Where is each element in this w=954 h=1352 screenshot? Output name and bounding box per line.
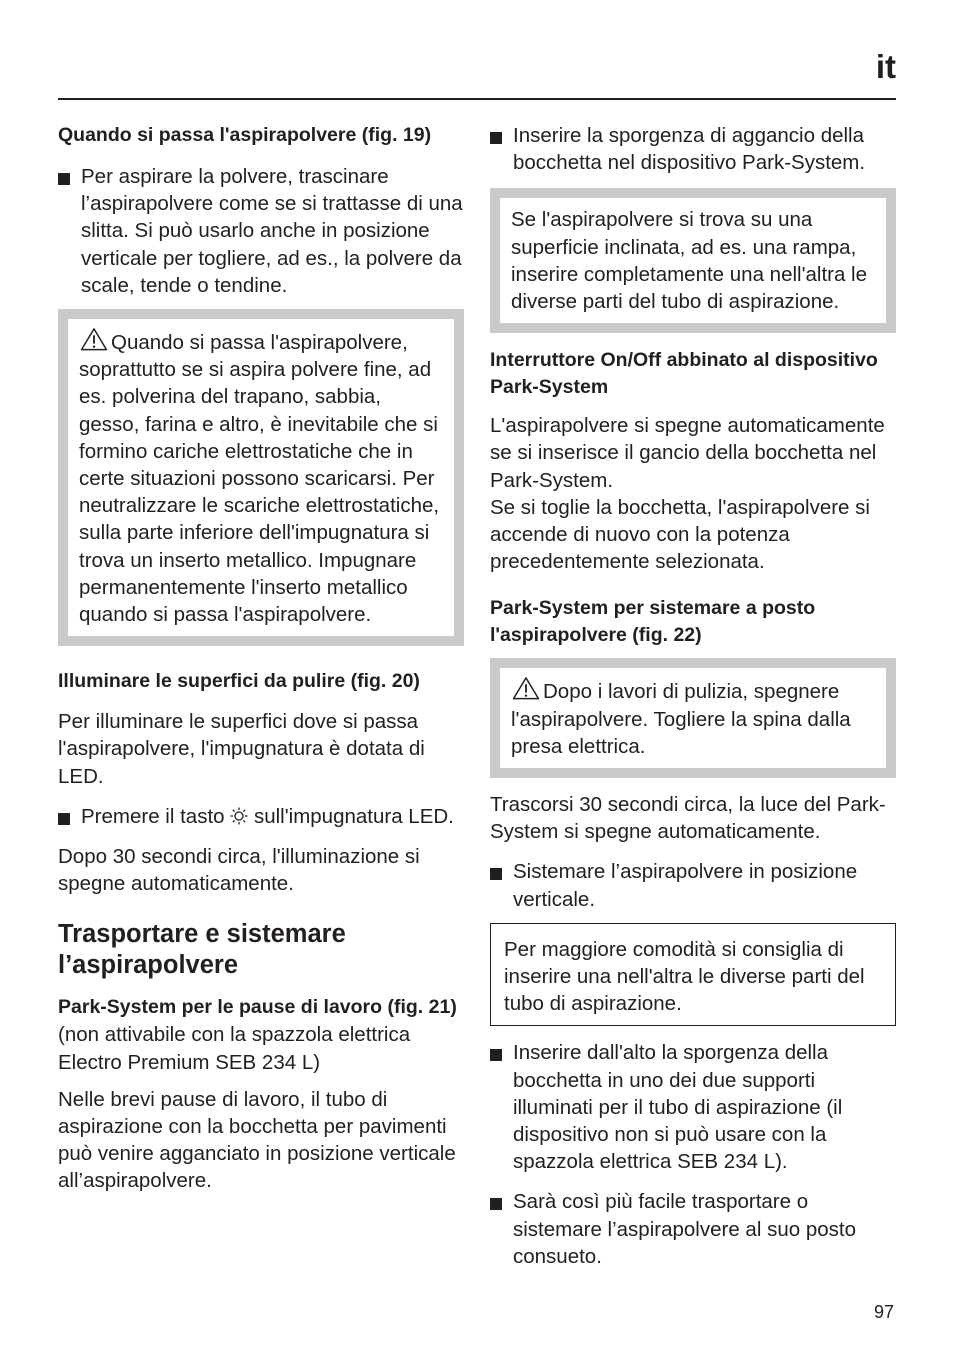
- paragraph: L'aspirapolvere si spegne automaticamente se si inserisce il gancio della bocchetta nel Park-System.: [490, 414, 885, 492]
- light-sun-icon: [230, 807, 248, 825]
- warning-triangle-icon: [79, 327, 109, 351]
- paragraph: Dopo 30 secondi circa, l'illuminazione si spegne automaticamente.: [58, 845, 420, 896]
- section-heading-illuminate: Illuminare le superfici da pulire (fig. 20): [58, 670, 420, 693]
- warning-text: Dopo i lavori di pulizia, spegnere l'aspirapolvere. Togliere la spina dalla presa elettrica.: [511, 680, 851, 758]
- paragraph: Nelle brevi pause di lavoro, il tubo di aspirazione con la bocchetta per pavimenti può venire agganciato in posizione verticale all’aspirapolvere.: [58, 1087, 456, 1193]
- list-item-text: Inserire la sporgenza di aggancio della bocchetta nel dispositivo Park-System.: [513, 124, 866, 175]
- left-column: [58, 122, 464, 1195]
- bullet-square: [490, 868, 502, 880]
- paragraph: Trascorsi 30 secondi circa, la luce del Park-System si spegne automaticamente.: [490, 793, 886, 844]
- list-item: [490, 1039, 896, 1175]
- right-column: [490, 122, 896, 1270]
- list-item: [58, 803, 464, 830]
- paragraph: (non attivabile con la spazzola elettrica Electro Premium SEB 234 L): [58, 1023, 411, 1074]
- bullet-square: [490, 1049, 502, 1061]
- header-rule: [58, 98, 896, 100]
- section-heading-vacuuming: Quando si passa l'aspirapolvere (fig. 19): [58, 124, 432, 146]
- list-item: [490, 858, 896, 912]
- bullet-square: [490, 1198, 502, 1210]
- chapter-heading: Trasportare e sistemare l’aspirapolvere: [58, 920, 346, 980]
- section-heading-park-pause: Park-System per le pause di lavoro (fig. 21): [58, 996, 457, 1019]
- language-code: it: [875, 48, 896, 85]
- tip-text: Per maggiore comodità si consiglia di inserire una nell'altra le diverse parti del tubo di aspirazione.: [504, 937, 865, 1016]
- paragraph: Per illuminare le superfici dove si passa l'aspirapolvere, l'impugnatura è dotata di LED.: [58, 710, 425, 788]
- list-item-text: sull'impugnatura LED.: [253, 804, 454, 828]
- warning-box: [490, 658, 896, 778]
- section-heading-on-off: Interruttore On/Off abbinato al dispositivo Park-System: [490, 349, 878, 399]
- warning-text-paragraph: [79, 327, 443, 628]
- list-item: [490, 1188, 896, 1270]
- list-item-text: Inserire dall'alto la sporgenza della bocchetta in uno dei due supporti illuminati per il tubo di aspirazione (il dispositivo non si può usare con la spazzola elettrica SEB 234 L).: [513, 1041, 843, 1174]
- list-item: [490, 122, 896, 176]
- list-item-text: Sarà così più facile trasportare o sistemare l’aspirapolvere al suo posto consueto.: [513, 1190, 856, 1268]
- bullet-square: [58, 173, 70, 185]
- warning-box: [58, 309, 464, 646]
- bullet-square: [490, 132, 502, 144]
- page-number: 97: [873, 1302, 894, 1322]
- note-box: [490, 188, 896, 333]
- warning-text: Quando si passa l'aspirapolvere, soprattutto se si aspira polvere fine, ad es. polverina del trapano, sabbia, gesso, farina e altro, è inevitabile che si formino cariche elettrostatiche che in certe situazioni possono scaricarsi. Per neutralizzare le scariche elettrostatiche, sulla parte inferiore dell'impugnatura si trova un inserto metallico. Impugnare permanentemente l'inserto metallico quando si passa l'aspirapolvere.: [79, 331, 440, 627]
- tip-box: [490, 923, 896, 1027]
- list-item-text: Premere il tasto: [81, 804, 225, 828]
- bullet-square: [58, 813, 70, 825]
- note-text: Se l'aspirapolvere si trova su una superficie inclinata, ad es. una rampa, inserire completamente una nell'altra le diverse parti del tubo di aspirazione.: [511, 208, 868, 314]
- list-item: [58, 163, 464, 299]
- paragraph: Se si toglie la bocchetta, l'aspirapolvere si accende di nuovo con la potenza precedentemente selezionata.: [490, 495, 870, 574]
- list-item-text: Per aspirare la polvere, trascinare l’aspirapolvere come se si trattasse di una slitta. Si può usarlo anche in posizione verticale per togliere, ad es., la polvere da scale, tende o tendine.: [81, 165, 463, 297]
- section-heading-park-store: Park-System per sistemare a posto l'aspirapolvere (fig. 22): [490, 597, 816, 647]
- list-item-text: Sistemare l’aspirapolvere in posizione verticale.: [513, 860, 858, 911]
- warning-triangle-icon: [511, 676, 541, 700]
- warning-text-paragraph: [511, 676, 875, 760]
